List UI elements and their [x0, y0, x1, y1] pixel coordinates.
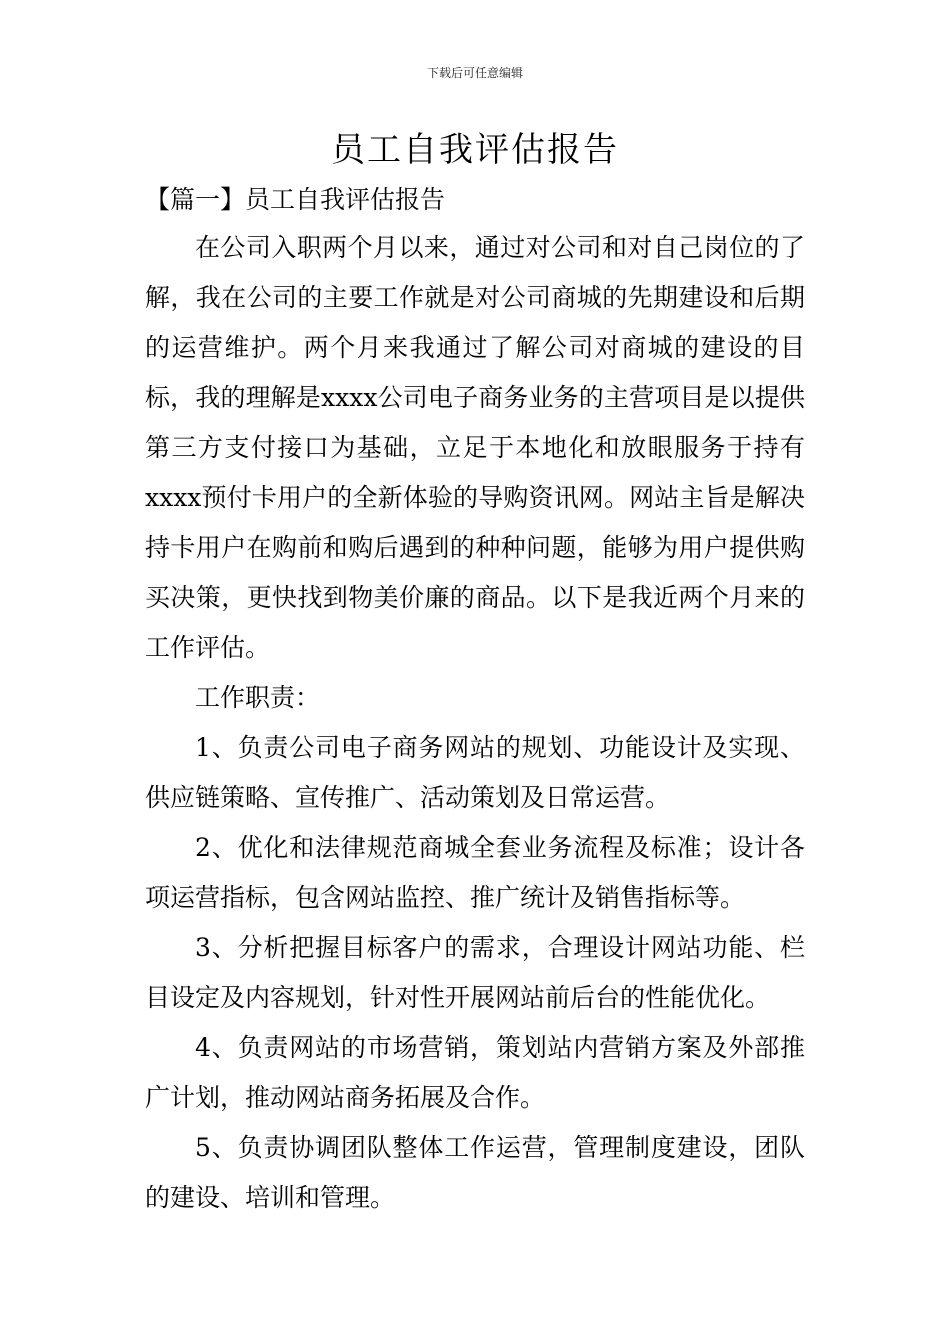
duty-item-5: 5、负责协调团队整体工作运营，管理制度建设，团队的建设、培训和管理。 [145, 1133, 805, 1212]
intro-paragraph: 在公司入职两个月以来，通过对公司和对自己岗位的了解，我在公司的主要工作就是对公司商城的先期建设和后期的运营维护。两个月来我通过了解公司对商城的建设的目标，我的理解是xxxx公司电子商务业务的主营项目是以提供第三方支付接口为基础，立足于本地化和放眼服务于持有xxxx预付卡用户的全新体验的导购资讯网。网站主旨是解决持卡用户在购前和购后遇到的种种问题，能够为用户提供购买决策，更快找到物美价廉的商品。以下是我近两个月来的工作评估。 [145, 233, 805, 662]
duty-item-1: 1、负责公司电子商务网站的规划、功能设计及实现、供应链策略、宣传推广、活动策划及日常运营。 [145, 733, 805, 812]
header-note: 下载后可任意编辑 [426, 66, 523, 80]
section-heading: 【篇一】员工自我评估报告 [145, 185, 446, 214]
duty-item-2: 2、优化和法律规范商城全套业务流程及标准；设计各项运营指标，包含网站监控、推广统计及销售指标等。 [145, 833, 805, 912]
duty-item-3: 3、分析把握目标客户的需求，合理设计网站功能、栏目设定及内容规划，针对性开展网站前后台的性能优化。 [145, 933, 805, 1012]
duties-heading: 工作职责： [195, 683, 321, 712]
document-body [145, 223, 805, 1223]
document-title: 员工自我评估报告 [331, 130, 619, 170]
duty-item-4: 4、负责网站的市场营销，策划站内营销方案及外部推广计划，推动网站商务拓展及合作。 [145, 1033, 805, 1112]
